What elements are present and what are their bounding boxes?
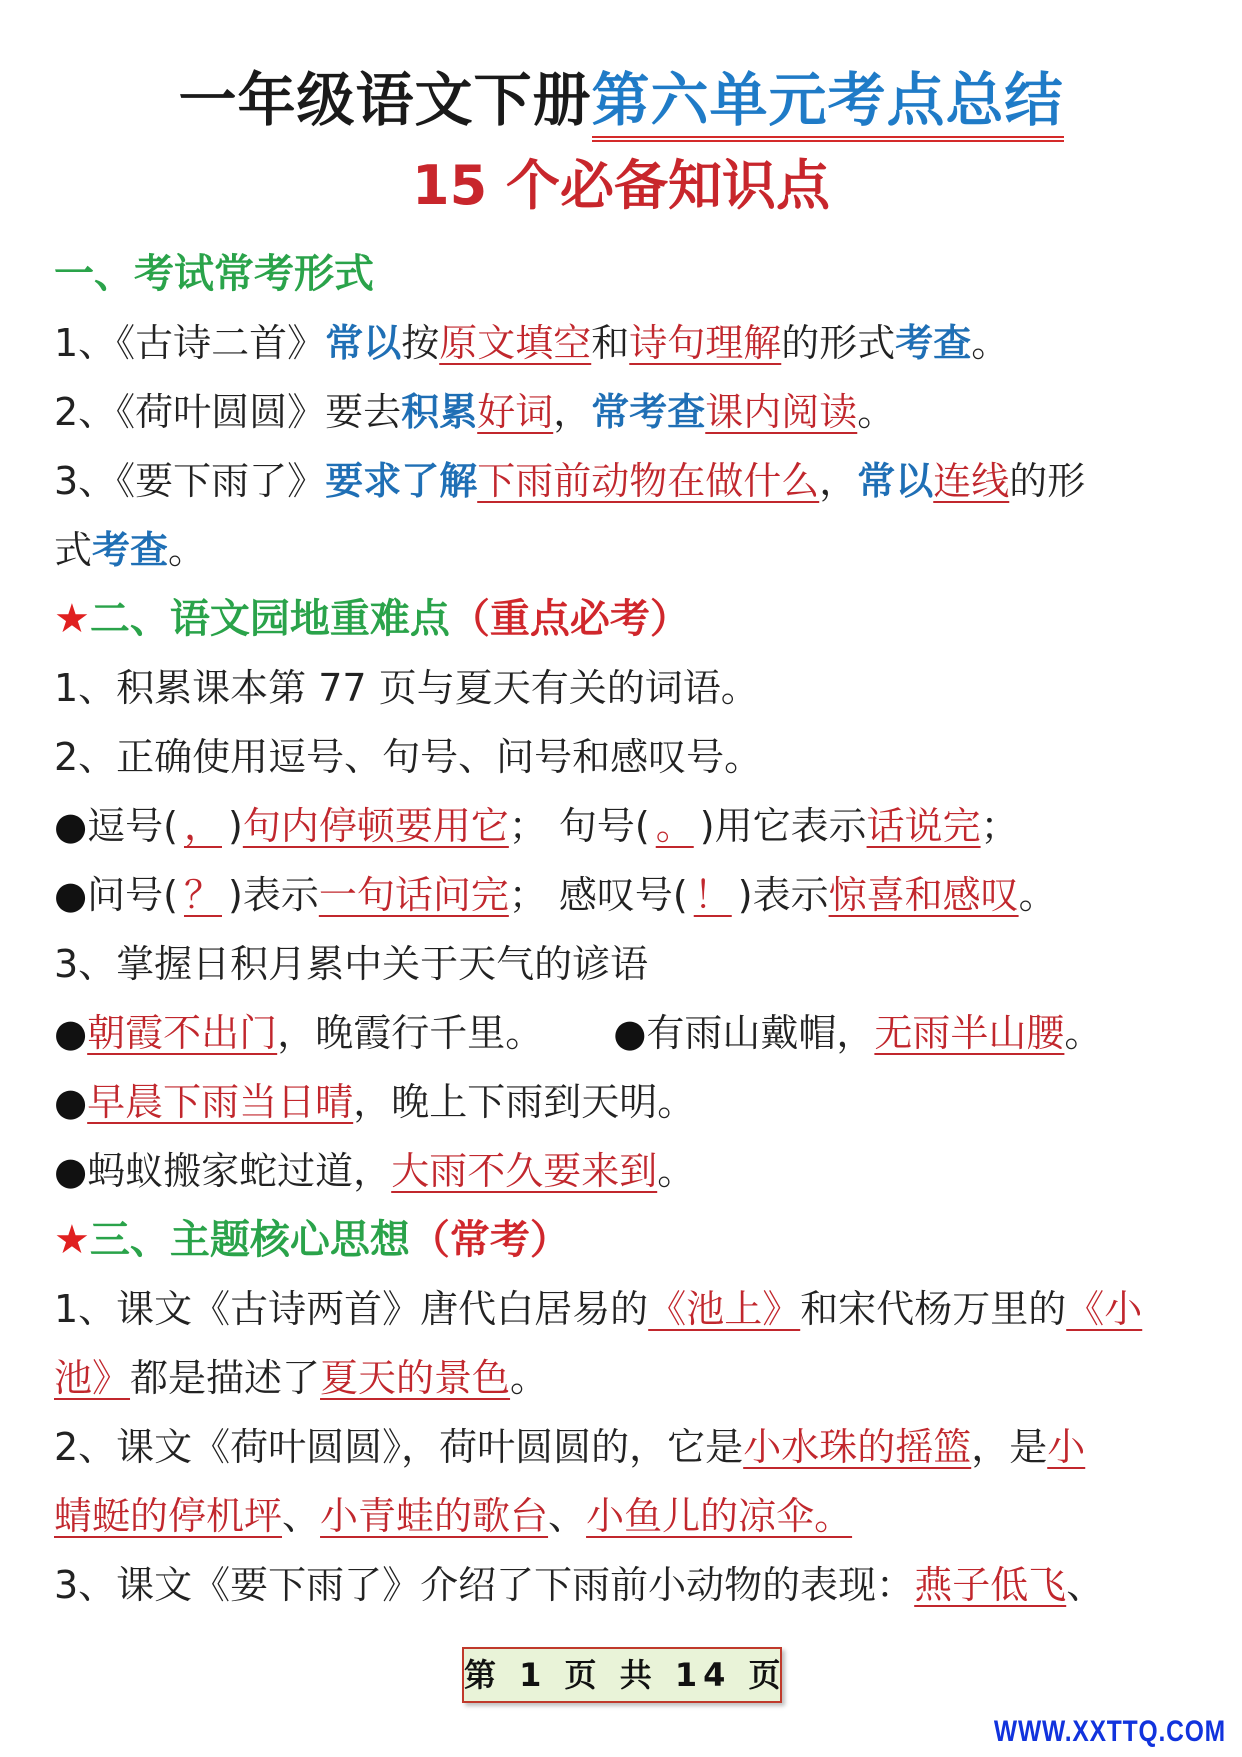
text: )用它表示 bbox=[699, 804, 867, 848]
text: 。 bbox=[1064, 1011, 1103, 1055]
star-icon: ★ bbox=[54, 1217, 90, 1263]
text: 蚂蚁搬家蛇过道， bbox=[87, 1149, 392, 1193]
section-tag: （常考） bbox=[409, 1217, 570, 1263]
section-2-heading bbox=[54, 585, 1204, 654]
text: 。 bbox=[971, 321, 1010, 365]
text: 3、《要下雨了》 bbox=[54, 459, 326, 503]
line-1-3-cont bbox=[54, 516, 1204, 585]
text: 。 bbox=[510, 1356, 549, 1400]
text-underlined: 燕子低飞 bbox=[914, 1563, 1067, 1607]
bullet-icon: ● bbox=[54, 804, 88, 848]
text: )表示 bbox=[737, 873, 829, 917]
line-1-1 bbox=[54, 309, 1204, 378]
text: 都是描述了 bbox=[130, 1356, 321, 1400]
text-underlined: 蜻蜓的停机坪 bbox=[54, 1494, 283, 1538]
text: 按 bbox=[401, 321, 440, 365]
text: 1、《古诗二首》 bbox=[54, 321, 326, 365]
content-body bbox=[54, 240, 1204, 1620]
line-1-3 bbox=[54, 447, 1204, 516]
text-underlined: 小鱼儿的凉伞。 bbox=[586, 1494, 853, 1538]
text: ； bbox=[980, 804, 1019, 848]
star-icon: ★ bbox=[54, 596, 90, 642]
section-heading-text: 三、主题核心思想 bbox=[89, 1217, 410, 1263]
text-underlined: 夏天的景色 bbox=[320, 1356, 511, 1400]
text-blue: 考查 bbox=[895, 321, 972, 365]
blank-question: ？ bbox=[183, 873, 222, 917]
text: ，晚霞行千里。 bbox=[277, 1011, 544, 1055]
text: 有雨山戴帽， bbox=[646, 1011, 875, 1055]
blank-period: 。 bbox=[655, 804, 694, 848]
text: 。 bbox=[657, 1149, 696, 1193]
text-underlined: 无雨半山腰 bbox=[874, 1011, 1065, 1055]
line-2-2: 2、正确使用逗号、句号、问号和感叹号。 bbox=[54, 735, 763, 779]
text-underlined: 池》 bbox=[54, 1356, 131, 1400]
watermark-logo: WWW.XXTTQ.COM bbox=[993, 1715, 1226, 1748]
text-underlined: 好词 bbox=[477, 390, 554, 434]
line-3-3 bbox=[54, 1551, 1204, 1620]
text: ； 感叹号( bbox=[508, 873, 688, 917]
text-underlined: 小青蛙的歌台 bbox=[320, 1494, 549, 1538]
section-tag: （重点必考） bbox=[449, 596, 690, 642]
bullet-icon: ● bbox=[613, 1011, 647, 1055]
blank-exclamation: ！ bbox=[693, 873, 732, 917]
line-2-comma bbox=[54, 792, 1204, 861]
text: ， bbox=[553, 390, 592, 434]
text-underlined: 朝霞不出门 bbox=[87, 1011, 278, 1055]
text-underlined: 话说完 bbox=[866, 804, 981, 848]
line-2-question bbox=[54, 861, 1204, 930]
text: 。 bbox=[168, 528, 207, 572]
section-heading-paren bbox=[410, 1217, 570, 1263]
section-3-heading bbox=[54, 1206, 1204, 1275]
text-blue: 常以 bbox=[857, 459, 934, 503]
text-underlined: 一句话问完 bbox=[318, 873, 509, 917]
line-2-3: 3、掌握日积月累中关于天气的谚语 bbox=[54, 942, 649, 986]
text-underlined: 小水珠的摇篮 bbox=[743, 1425, 972, 1469]
text-underlined: 《池上》 bbox=[648, 1287, 801, 1331]
text: 2、课文《荷叶圆圆》，荷叶圆圆的，它是 bbox=[54, 1425, 744, 1469]
text-underlined: 小 bbox=[1047, 1425, 1086, 1469]
bullet-icon: ● bbox=[54, 873, 88, 917]
text-underlined: 早晨下雨当日晴 bbox=[87, 1080, 354, 1124]
section-heading-text: 一、考试常考形式 bbox=[54, 251, 374, 297]
text: ，是 bbox=[971, 1425, 1048, 1469]
line-3-1-cont bbox=[54, 1344, 1204, 1413]
text: 、 bbox=[1066, 1563, 1105, 1607]
text-underlined: 大雨不久要来到 bbox=[391, 1149, 658, 1193]
blank-comma: ， bbox=[183, 804, 222, 848]
text-blue: 要求了解 bbox=[325, 459, 478, 503]
text: ， bbox=[819, 459, 858, 503]
text: )表示 bbox=[228, 873, 319, 917]
text: 1、课文《古诗两首》唐代白居易的 bbox=[54, 1287, 649, 1331]
text-underlined: 下雨前动物在做什么 bbox=[477, 459, 820, 503]
text-blue: 积累 bbox=[401, 390, 478, 434]
text: 逗号( bbox=[87, 804, 178, 848]
line-3-2-cont bbox=[54, 1482, 1204, 1551]
text: 、 bbox=[548, 1494, 587, 1538]
page-title bbox=[0, 60, 1242, 140]
text-underlined: 连线 bbox=[933, 459, 1010, 503]
text: 的形式 bbox=[781, 321, 896, 365]
section-heading-text: 二、语文园地重难点 bbox=[89, 596, 450, 642]
text: 。 bbox=[1018, 873, 1057, 917]
text-underlined: 句内停顿要用它 bbox=[242, 804, 509, 848]
proverb-line-2 bbox=[54, 1068, 1204, 1137]
proverb-line-3 bbox=[54, 1137, 1204, 1206]
page-subtitle: 15 个必备知识点 bbox=[412, 154, 830, 217]
text: 问号( bbox=[87, 873, 178, 917]
line-1-2 bbox=[54, 378, 1204, 447]
text-blue: 考查 bbox=[92, 528, 169, 572]
title-black-part: 一年级语文下册 bbox=[178, 66, 592, 134]
text: ，晚上下雨到天明。 bbox=[353, 1080, 696, 1124]
section-heading-paren bbox=[450, 596, 690, 642]
text: 的形 bbox=[1009, 459, 1086, 503]
text: 。 bbox=[857, 390, 896, 434]
text-underlined: 原文填空 bbox=[439, 321, 592, 365]
text: 式 bbox=[54, 528, 93, 572]
text-underlined: 诗句理解 bbox=[629, 321, 782, 365]
bullet-icon: ● bbox=[54, 1149, 88, 1193]
page-number-badge: 第 1 页 共 14 页 bbox=[462, 1647, 782, 1703]
bullet-icon: ● bbox=[54, 1011, 88, 1055]
text: 和宋代杨万里的 bbox=[800, 1287, 1067, 1331]
text-underlined: 《小 bbox=[1066, 1287, 1143, 1331]
proverb-line-1 bbox=[54, 999, 1204, 1068]
line-3-1 bbox=[54, 1275, 1204, 1344]
title-blue-part: 第六单元考点总结 bbox=[592, 66, 1064, 142]
text-underlined: 课内阅读 bbox=[705, 390, 858, 434]
text-blue: 常考查 bbox=[591, 390, 706, 434]
text: 、 bbox=[282, 1494, 321, 1538]
bullet-icon: ● bbox=[54, 1080, 88, 1124]
text: 2、《荷叶圆圆》要去 bbox=[54, 390, 402, 434]
line-3-2 bbox=[54, 1413, 1204, 1482]
section-1-heading bbox=[54, 240, 1204, 309]
text: ) bbox=[228, 804, 243, 848]
line-2-1: 1、积累课本第 77 页与夏天有关的词语。 bbox=[54, 666, 759, 710]
text: 3、课文《要下雨了》介绍了下雨前小动物的表现： bbox=[54, 1563, 915, 1607]
text-blue: 常以 bbox=[325, 321, 402, 365]
text: ； 句号( bbox=[508, 804, 650, 848]
text-underlined: 惊喜和感叹 bbox=[828, 873, 1019, 917]
text: 和 bbox=[591, 321, 630, 365]
